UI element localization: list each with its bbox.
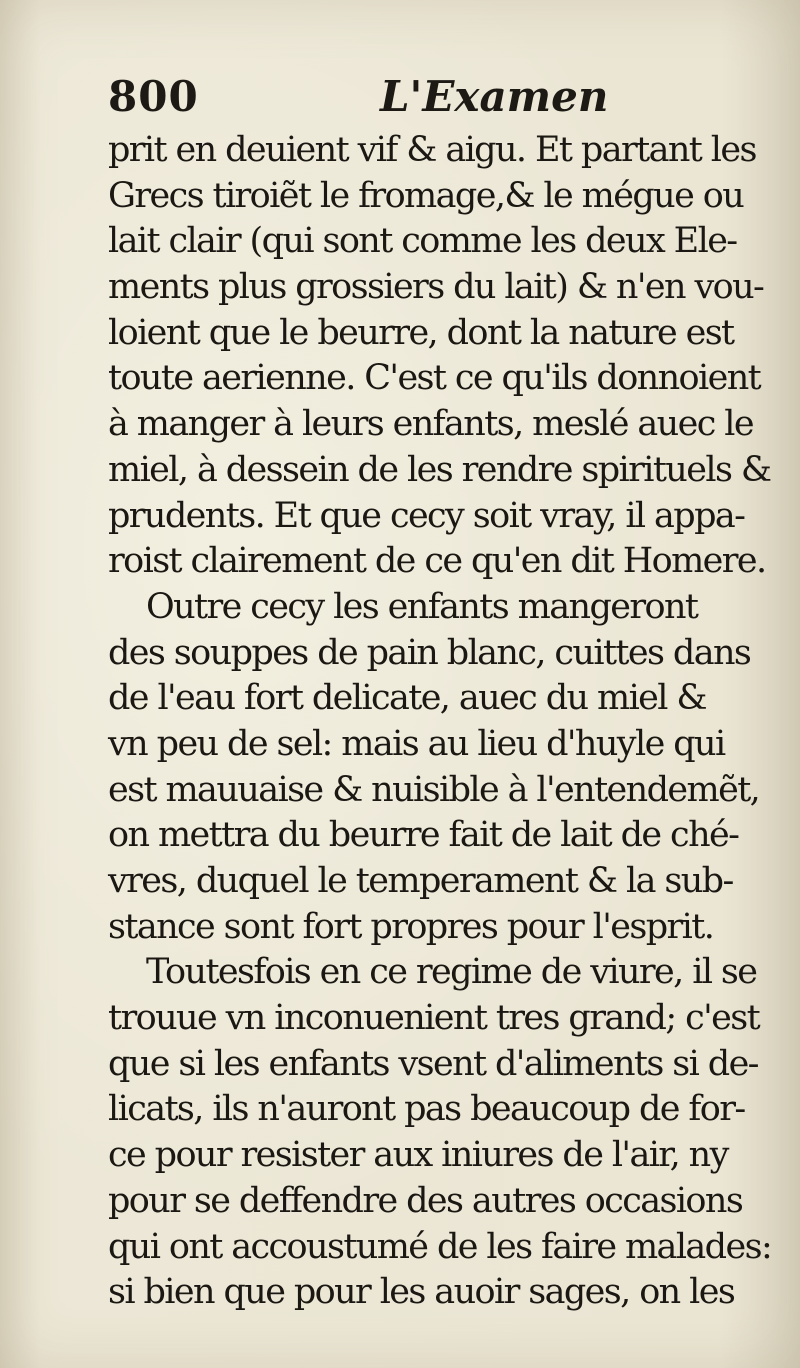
text-line: prudents. Et que cecy soit vray, il appa- (108, 495, 745, 536)
text-line: que si les enfants vsent d'aliments si de- (108, 1043, 758, 1084)
page-number: 800 (108, 72, 199, 121)
text-line: toute aerienne. C'est ce qu'ils donnoient (108, 358, 761, 399)
text-line: qui ont accoustumé de les faire malades: (108, 1226, 772, 1267)
page-header (108, 72, 768, 128)
running-head: L'Examen (380, 72, 609, 121)
text-line: stance sont fort propres pour l'esprit. (108, 906, 714, 947)
text-line: lait clair (qui sont comme les deux Ele- (108, 221, 737, 262)
text-line: des souppes de pain blanc, cuittes dans (108, 632, 751, 673)
text-line: licats, ils n'auront pas beaucoup de for- (108, 1089, 745, 1130)
text-line: prit en deuient vif & aigu. Et partant les (108, 130, 756, 170)
text-line: vn peu de sel: mais au lieu d'huyle qui (108, 723, 725, 764)
text-line: Grecs tiroiẽt le fromage,& le mégue ou (108, 175, 744, 216)
text-line: on mettra du beurre fait de lait de ché- (108, 815, 739, 856)
text-line: pour se deffendre des autres occasions (108, 1180, 743, 1221)
text-line: à manger à leurs enfants, meslé auec le (108, 404, 753, 445)
text-line: est mauuaise & nuisible à l'entendemẽt, (108, 769, 760, 810)
paragraph-first-line: Outre cecy les enfants mangeront (146, 586, 698, 627)
text-line: trouue vn inconuenient tres grand; c'est (108, 998, 760, 1039)
text-line: loient que le beurre, dont la nature est (108, 312, 734, 353)
text-line: si bien que pour les auoir sages, on les (108, 1272, 735, 1313)
body-text (72, 128, 782, 1316)
text-line: ce pour resister aux iniures de l'air, ny (108, 1135, 728, 1176)
text-line: miel, à dessein de les rendre spirituels & (108, 449, 771, 490)
text-line: vres, duquel le temperament & la sub- (108, 861, 733, 901)
paragraph-first-line: Toutesfois en ce regime de viure, il se (146, 952, 757, 993)
text-line: de l'eau fort delicate, auec du miel & (108, 678, 706, 719)
text-line: roist clairement de ce qu'en dit Homere. (108, 541, 766, 582)
text-line: ments plus grossiers du lait) & n'en vou- (108, 267, 764, 308)
